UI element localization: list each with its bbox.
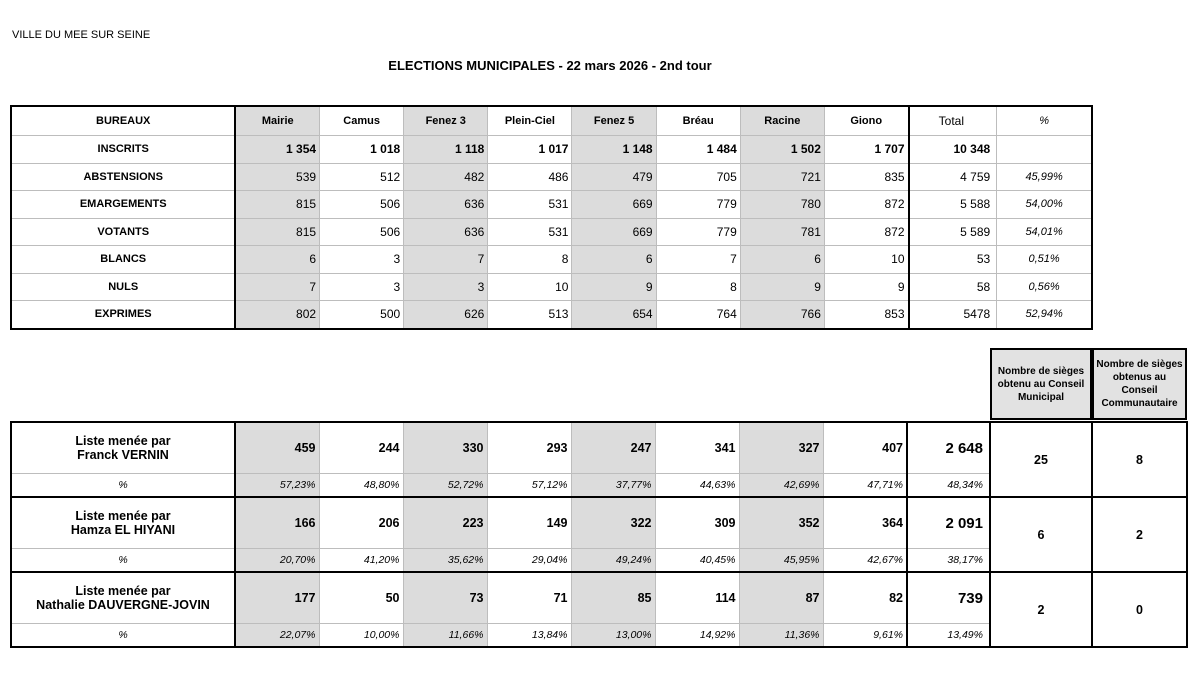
list-vote-value: 327 <box>739 422 823 474</box>
cell-value: 1 017 <box>488 136 572 164</box>
list-vote-value: 166 <box>235 497 319 549</box>
cell-value: 10 <box>824 246 908 274</box>
list-row <box>11 422 1187 474</box>
list-name <box>11 422 235 474</box>
cell-value: 9 <box>824 273 908 301</box>
list-vote-value: 247 <box>571 422 655 474</box>
list-percent-value: 11,36% <box>739 624 823 648</box>
cell-percent: 54,00% <box>997 191 1092 219</box>
list-vote-value: 293 <box>487 422 571 474</box>
cell-value: 3 <box>320 273 404 301</box>
cell-total: 58 <box>909 273 997 301</box>
header-bureau: Bréau <box>656 106 740 136</box>
cell-total: 53 <box>909 246 997 274</box>
header-bureau: Racine <box>740 106 824 136</box>
cell-value: 1 502 <box>740 136 824 164</box>
list-percent-value: 42,67% <box>823 549 907 573</box>
seats-communautaire: 8 <box>1092 422 1187 497</box>
cell-percent: 0,51% <box>997 246 1092 274</box>
cell-value: 872 <box>824 191 908 219</box>
list-vote-value: 223 <box>403 497 487 549</box>
cell-value: 3 <box>404 273 488 301</box>
header-bureau: Mairie <box>235 106 319 136</box>
page-title: ELECTIONS MUNICIPALES - 22 mars 2026 - 2nd tour <box>388 58 712 73</box>
list-percent-value: 35,62% <box>403 549 487 573</box>
list-vote-total: 739 <box>907 572 990 624</box>
cell-percent <box>997 136 1092 164</box>
list-vote-value: 341 <box>655 422 739 474</box>
list-percent-value: 48,80% <box>319 474 403 498</box>
list-vote-value: 177 <box>235 572 319 624</box>
list-leader-name: Hamza EL HIYANI <box>70 523 176 537</box>
header-total: Total <box>909 106 997 136</box>
list-vote-value: 206 <box>319 497 403 549</box>
row-label: BLANCS <box>11 246 235 274</box>
list-percent-value: 20,70% <box>235 549 319 573</box>
cell-value: 626 <box>404 301 488 329</box>
list-vote-value: 352 <box>739 497 823 549</box>
list-leader-prefix: Liste menée par <box>75 434 171 448</box>
list-percent-value: 40,45% <box>655 549 739 573</box>
cell-value: 7 <box>235 273 319 301</box>
cell-value: 781 <box>740 218 824 246</box>
header-bureaux: BUREAUX <box>11 106 235 136</box>
cell-value: 506 <box>320 191 404 219</box>
list-percent-value: 45,95% <box>739 549 823 573</box>
list-percent-value: 41,20% <box>319 549 403 573</box>
lists-results-table <box>10 421 1188 648</box>
list-leader-prefix: Liste menée par <box>75 509 171 523</box>
seats-municipal: 2 <box>990 572 1092 647</box>
list-percent-total: 38,17% <box>907 549 990 573</box>
list-vote-value: 82 <box>823 572 907 624</box>
list-percent-total: 48,34% <box>907 474 990 498</box>
cell-value: 6 <box>572 246 656 274</box>
header-row <box>11 106 1092 136</box>
cell-value: 479 <box>572 163 656 191</box>
list-percent-value: 9,61% <box>823 624 907 648</box>
cell-percent: 45,99% <box>997 163 1092 191</box>
list-leader-name: Franck VERNIN <box>77 448 169 462</box>
seats-municipal: 25 <box>990 422 1092 497</box>
cell-total: 5 589 <box>909 218 997 246</box>
list-vote-value: 407 <box>823 422 907 474</box>
cell-value: 1 484 <box>656 136 740 164</box>
cell-value: 8 <box>656 273 740 301</box>
city-name: VILLE DU MEE SUR SEINE <box>12 29 151 41</box>
cell-value: 1 018 <box>320 136 404 164</box>
list-row <box>11 497 1187 549</box>
cell-value: 705 <box>656 163 740 191</box>
cell-value: 506 <box>320 218 404 246</box>
cell-value: 815 <box>235 218 319 246</box>
cell-value: 853 <box>824 301 908 329</box>
cell-value: 482 <box>404 163 488 191</box>
cell-value: 1 118 <box>404 136 488 164</box>
table-row <box>11 136 1092 164</box>
cell-value: 779 <box>656 218 740 246</box>
list-percent-value: 13,00% <box>571 624 655 648</box>
header-seats-communautaire: Nombre de sièges obtenus au Conseil Communautaire <box>1092 348 1187 420</box>
header-bureau: Giono <box>824 106 908 136</box>
list-percent-value: 11,66% <box>403 624 487 648</box>
cell-value: 512 <box>320 163 404 191</box>
list-vote-value: 85 <box>571 572 655 624</box>
row-label: VOTANTS <box>11 218 235 246</box>
cell-value: 766 <box>740 301 824 329</box>
table-row <box>11 246 1092 274</box>
list-percent-value: 22,07% <box>235 624 319 648</box>
cell-value: 7 <box>404 246 488 274</box>
cell-value: 669 <box>572 218 656 246</box>
header-bureau: Fenez 3 <box>404 106 488 136</box>
list-vote-total: 2 091 <box>907 497 990 549</box>
list-row <box>11 572 1187 624</box>
cell-value: 10 <box>488 273 572 301</box>
list-percent-value: 29,04% <box>487 549 571 573</box>
header-bureau: Fenez 5 <box>572 106 656 136</box>
table-row <box>11 301 1092 329</box>
list-vote-value: 330 <box>403 422 487 474</box>
list-percent-value: 49,24% <box>571 549 655 573</box>
percent-label: % <box>11 474 235 498</box>
results-summary-table <box>10 105 1093 330</box>
cell-value: 9 <box>740 273 824 301</box>
cell-percent: 0,56% <box>997 273 1092 301</box>
cell-value: 6 <box>740 246 824 274</box>
list-vote-value: 114 <box>655 572 739 624</box>
cell-value: 531 <box>488 218 572 246</box>
list-vote-value: 50 <box>319 572 403 624</box>
list-vote-value: 71 <box>487 572 571 624</box>
list-percent-value: 57,23% <box>235 474 319 498</box>
list-vote-value: 309 <box>655 497 739 549</box>
cell-value: 764 <box>656 301 740 329</box>
header-seats-municipal: Nombre de sièges obtenu au Conseil Municipal <box>990 348 1092 420</box>
cell-total: 10 348 <box>909 136 997 164</box>
list-percent-value: 42,69% <box>739 474 823 498</box>
cell-value: 6 <box>235 246 319 274</box>
cell-total: 5478 <box>909 301 997 329</box>
cell-value: 802 <box>235 301 319 329</box>
list-percent-value: 14,92% <box>655 624 739 648</box>
cell-value: 654 <box>572 301 656 329</box>
cell-value: 531 <box>488 191 572 219</box>
list-percent-value: 13,84% <box>487 624 571 648</box>
cell-percent: 52,94% <box>997 301 1092 329</box>
list-vote-value: 364 <box>823 497 907 549</box>
cell-value: 486 <box>488 163 572 191</box>
cell-value: 780 <box>740 191 824 219</box>
seats-municipal: 6 <box>990 497 1092 572</box>
cell-value: 721 <box>740 163 824 191</box>
cell-value: 779 <box>656 191 740 219</box>
cell-value: 669 <box>572 191 656 219</box>
cell-value: 8 <box>488 246 572 274</box>
cell-value: 3 <box>320 246 404 274</box>
list-leader-prefix: Liste menée par <box>75 584 171 598</box>
table-row <box>11 218 1092 246</box>
list-vote-total: 2 648 <box>907 422 990 474</box>
list-vote-value: 149 <box>487 497 571 549</box>
cell-total: 5 588 <box>909 191 997 219</box>
table-row <box>11 163 1092 191</box>
cell-value: 539 <box>235 163 319 191</box>
list-vote-value: 244 <box>319 422 403 474</box>
header-bureau: Plein-Ciel <box>488 106 572 136</box>
cell-value: 636 <box>404 218 488 246</box>
cell-value: 1 148 <box>572 136 656 164</box>
list-percent-value: 47,71% <box>823 474 907 498</box>
list-vote-value: 73 <box>403 572 487 624</box>
cell-value: 9 <box>572 273 656 301</box>
row-label: INSCRITS <box>11 136 235 164</box>
row-label: ABSTENSIONS <box>11 163 235 191</box>
table-row <box>11 191 1092 219</box>
header-percent: % <box>997 106 1092 136</box>
table-row <box>11 273 1092 301</box>
list-percent-value: 52,72% <box>403 474 487 498</box>
cell-value: 872 <box>824 218 908 246</box>
list-percent-value: 44,63% <box>655 474 739 498</box>
cell-percent: 54,01% <box>997 218 1092 246</box>
seats-communautaire: 0 <box>1092 572 1187 647</box>
list-percent-value: 57,12% <box>487 474 571 498</box>
cell-value: 835 <box>824 163 908 191</box>
list-vote-value: 87 <box>739 572 823 624</box>
cell-value: 500 <box>320 301 404 329</box>
row-label: EMARGEMENTS <box>11 191 235 219</box>
percent-label: % <box>11 549 235 573</box>
cell-value: 7 <box>656 246 740 274</box>
list-leader-name: Nathalie DAUVERGNE-JOVIN <box>36 598 210 612</box>
cell-value: 815 <box>235 191 319 219</box>
percent-label: % <box>11 624 235 648</box>
list-percent-value: 10,00% <box>319 624 403 648</box>
list-name <box>11 497 235 549</box>
list-percent-value: 37,77% <box>571 474 655 498</box>
cell-value: 1 354 <box>235 136 319 164</box>
cell-value: 1 707 <box>824 136 908 164</box>
row-label: NULS <box>11 273 235 301</box>
seats-communautaire: 2 <box>1092 497 1187 572</box>
cell-value: 513 <box>488 301 572 329</box>
list-name <box>11 572 235 624</box>
cell-total: 4 759 <box>909 163 997 191</box>
row-label: EXPRIMES <box>11 301 235 329</box>
list-vote-value: 459 <box>235 422 319 474</box>
list-percent-total: 13,49% <box>907 624 990 648</box>
list-vote-value: 322 <box>571 497 655 549</box>
cell-value: 636 <box>404 191 488 219</box>
header-bureau: Camus <box>320 106 404 136</box>
